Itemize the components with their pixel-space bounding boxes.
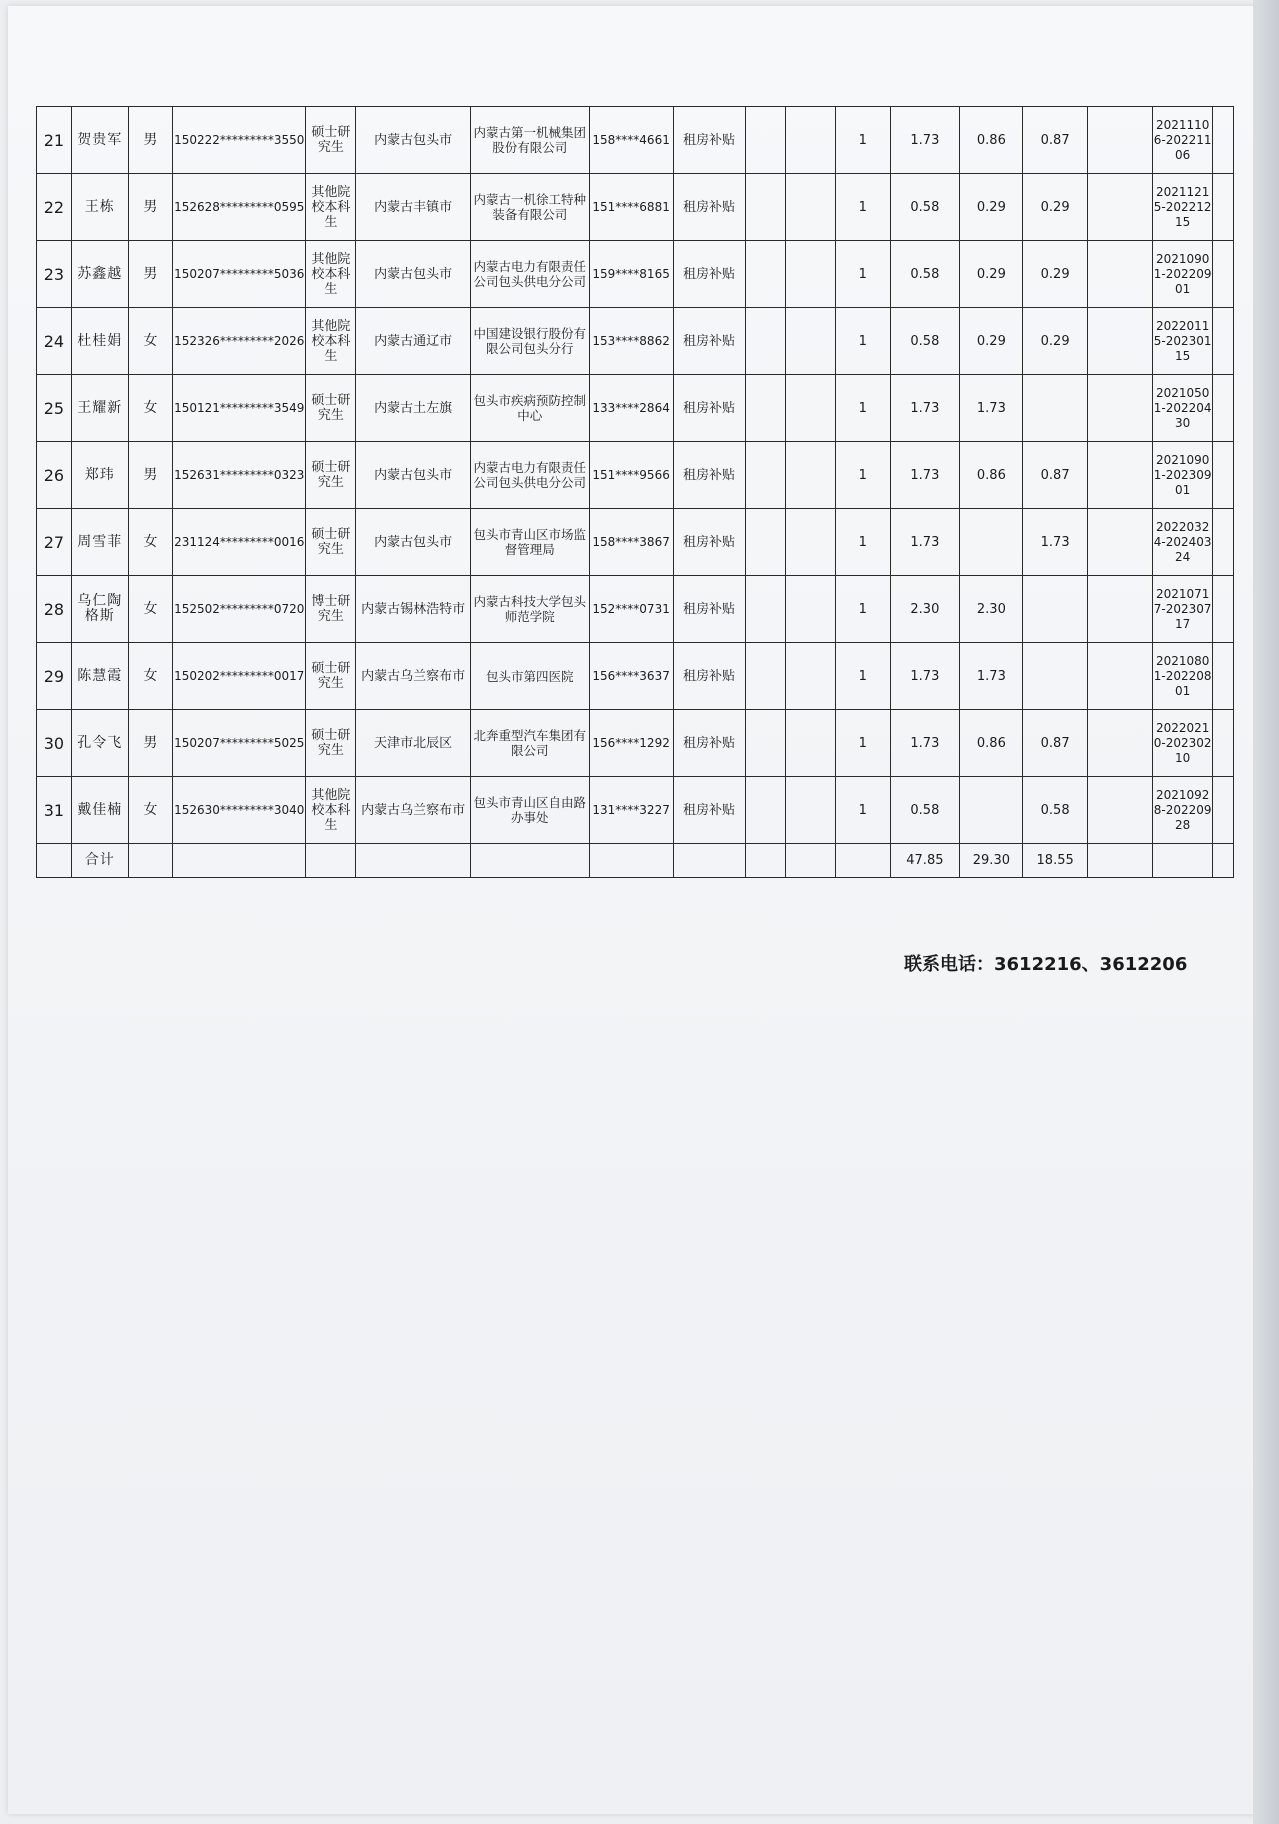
empty-cell [1087,777,1152,844]
empty-cell [1213,241,1234,308]
empty-cell [785,777,835,844]
table-row [37,107,1234,174]
total-amount-cell: 1.73 [890,442,960,509]
empty-cell [356,844,470,878]
period-cell: 20210901-20220901 [1153,241,1213,308]
empty-cell [1087,107,1152,174]
education-cell: 硕士研究生 [306,442,356,509]
table-row [37,174,1234,241]
empty-cell [1087,710,1152,777]
phone-cell: 151****6881 [589,174,673,241]
total-amount-cell: 0.58 [890,241,960,308]
seq-cell: 21 [37,107,72,174]
empty-cell [785,174,835,241]
empty-cell [1087,509,1152,576]
education-cell: 博士研究生 [306,576,356,643]
period-cell: 20220210-20230210 [1153,710,1213,777]
empty-cell [745,844,785,878]
employer-cell: 内蒙古电力有限责任公司包头供电分公司 [470,442,589,509]
employer-cell: 包头市第四医院 [470,643,589,710]
binder-edge [1253,0,1279,1824]
empty-cell [1213,174,1234,241]
origin-cell: 内蒙古包头市 [356,107,470,174]
name-cell: 杜桂娟 [71,308,128,375]
empty-cell [1087,844,1152,878]
name-cell: 王栋 [71,174,128,241]
count-cell: 1 [836,107,891,174]
empty-cell [785,509,835,576]
period-cell: 20210501-20220430 [1153,375,1213,442]
empty-cell [1087,308,1152,375]
table-row [37,576,1234,643]
phone-cell: 156****1292 [589,710,673,777]
employer-cell: 中国建设银行股份有限公司包头分行 [470,308,589,375]
education-cell: 其他院校本科生 [306,308,356,375]
empty-cell [1087,174,1152,241]
table-row [37,509,1234,576]
amount-a-cell [960,777,1023,844]
origin-cell: 内蒙古乌兰察布市 [356,777,470,844]
amount-b-sum-cell: 18.55 [1023,844,1087,878]
empty-cell [745,777,785,844]
count-cell: 1 [836,375,891,442]
empty-cell [745,308,785,375]
id-number-cell: 150202*********0017 [173,643,306,710]
id-number-cell: 152630*********3040 [173,777,306,844]
seq-cell: 22 [37,174,72,241]
empty-cell [128,844,173,878]
count-cell: 1 [836,509,891,576]
scanned-page [8,6,1266,1814]
name-cell: 孔令飞 [71,710,128,777]
employer-cell: 内蒙古电力有限责任公司包头供电分公司 [470,241,589,308]
origin-cell: 内蒙古丰镇市 [356,174,470,241]
employer-cell: 内蒙古科技大学包头师范学院 [470,576,589,643]
empty-cell [1213,442,1234,509]
gender-cell: 女 [128,777,173,844]
empty-cell [745,107,785,174]
empty-cell [1213,643,1234,710]
empty-cell [37,844,72,878]
gender-cell: 女 [128,643,173,710]
id-number-cell: 231124*********0016 [173,509,306,576]
amount-a-sum-cell: 29.30 [960,844,1023,878]
empty-cell [785,710,835,777]
id-number-cell: 150207*********5025 [173,710,306,777]
subsidy-roster-table [36,106,1234,878]
employer-cell: 内蒙古一机徐工特种装备有限公司 [470,174,589,241]
amount-b-cell: 0.87 [1023,710,1087,777]
count-cell: 1 [836,710,891,777]
empty-cell [589,844,673,878]
empty-cell [1213,509,1234,576]
origin-cell: 内蒙古乌兰察布市 [356,643,470,710]
empty-cell [785,576,835,643]
amount-b-cell: 0.29 [1023,241,1087,308]
table-row [37,777,1234,844]
gender-cell: 男 [128,174,173,241]
seq-cell: 28 [37,576,72,643]
phone-cell: 158****3867 [589,509,673,576]
count-cell: 1 [836,576,891,643]
origin-cell: 内蒙古通辽市 [356,308,470,375]
seq-cell: 23 [37,241,72,308]
subsidy-type-cell: 租房补贴 [673,375,745,442]
empty-cell [785,375,835,442]
amount-b-cell [1023,643,1087,710]
name-cell: 贺贵军 [71,107,128,174]
amount-b-cell: 0.29 [1023,174,1087,241]
empty-cell [1087,241,1152,308]
empty-cell [1213,844,1234,878]
empty-cell [745,710,785,777]
id-number-cell: 150222*********3550 [173,107,306,174]
education-cell: 硕士研究生 [306,375,356,442]
total-amount-cell: 1.73 [890,375,960,442]
subsidy-type-cell: 租房补贴 [673,777,745,844]
empty-cell [470,844,589,878]
empty-cell [745,509,785,576]
origin-cell: 内蒙古包头市 [356,509,470,576]
count-cell: 1 [836,643,891,710]
amount-b-cell: 1.73 [1023,509,1087,576]
phone-cell: 153****8862 [589,308,673,375]
table-row [37,308,1234,375]
total-amount-cell: 0.58 [890,777,960,844]
gender-cell: 女 [128,375,173,442]
education-cell: 硕士研究生 [306,107,356,174]
period-cell: 20220115-20230115 [1153,308,1213,375]
education-cell: 其他院校本科生 [306,241,356,308]
seq-cell: 26 [37,442,72,509]
subsidy-type-cell: 租房补贴 [673,576,745,643]
name-cell: 郑玮 [71,442,128,509]
phone-cell: 133****2864 [589,375,673,442]
employer-cell: 包头市青山区自由路办事处 [470,777,589,844]
empty-cell [785,107,835,174]
count-cell: 1 [836,308,891,375]
gender-cell: 男 [128,710,173,777]
subsidy-type-cell: 租房补贴 [673,643,745,710]
seq-cell: 31 [37,777,72,844]
gender-cell: 男 [128,442,173,509]
empty-cell [745,442,785,509]
seq-cell: 29 [37,643,72,710]
subsidy-type-cell: 租房补贴 [673,442,745,509]
empty-cell [745,375,785,442]
empty-cell [1213,710,1234,777]
phone-cell: 156****3637 [589,643,673,710]
total-amount-cell: 2.30 [890,576,960,643]
empty-cell [1213,107,1234,174]
empty-cell [745,576,785,643]
amount-b-cell: 0.87 [1023,107,1087,174]
amount-a-cell: 0.29 [960,241,1023,308]
empty-cell [1087,442,1152,509]
empty-cell [785,241,835,308]
empty-cell [173,844,306,878]
table-row [37,241,1234,308]
period-cell: 20210901-20230901 [1153,442,1213,509]
gender-cell: 男 [128,241,173,308]
count-cell: 1 [836,442,891,509]
empty-cell [1153,844,1213,878]
empty-cell [785,308,835,375]
period-cell: 20210928-20220928 [1153,777,1213,844]
employer-cell: 北奔重型汽车集团有限公司 [470,710,589,777]
subsidy-type-cell: 租房补贴 [673,509,745,576]
origin-cell: 内蒙古锡林浩特市 [356,576,470,643]
table-row [37,710,1234,777]
total-label-cell: 合计 [71,844,128,878]
subsidy-type-cell: 租房补贴 [673,710,745,777]
amount-a-cell: 0.86 [960,107,1023,174]
subsidy-type-cell: 租房补贴 [673,241,745,308]
empty-cell [1213,777,1234,844]
amount-b-cell: 0.58 [1023,777,1087,844]
count-cell: 1 [836,777,891,844]
period-cell: 20210801-20220801 [1153,643,1213,710]
name-cell: 周雪菲 [71,509,128,576]
empty-cell [745,174,785,241]
education-cell: 硕士研究生 [306,710,356,777]
seq-cell: 24 [37,308,72,375]
empty-cell [1213,308,1234,375]
total-amount-cell: 1.73 [890,509,960,576]
subsidy-type-cell: 租房补贴 [673,308,745,375]
phone-cell: 151****9566 [589,442,673,509]
count-cell: 1 [836,174,891,241]
table-row [37,442,1234,509]
empty-cell [1087,576,1152,643]
empty-cell [745,643,785,710]
empty-cell [745,241,785,308]
education-cell: 硕士研究生 [306,643,356,710]
id-number-cell: 152326*********2026 [173,308,306,375]
empty-cell [673,844,745,878]
employer-cell: 包头市疾病预防控制中心 [470,375,589,442]
empty-cell [785,844,835,878]
education-cell: 其他院校本科生 [306,174,356,241]
total-amount-sum-cell: 47.85 [890,844,960,878]
id-number-cell: 150207*********5036 [173,241,306,308]
id-number-cell: 152631*********0323 [173,442,306,509]
name-cell: 陈慧霞 [71,643,128,710]
id-number-cell: 152502*********0720 [173,576,306,643]
origin-cell: 天津市北辰区 [356,710,470,777]
phone-cell: 158****4661 [589,107,673,174]
total-amount-cell: 1.73 [890,710,960,777]
name-cell: 王耀新 [71,375,128,442]
subsidy-type-cell: 租房补贴 [673,107,745,174]
empty-cell [836,844,891,878]
gender-cell: 男 [128,107,173,174]
amount-b-cell: 0.29 [1023,308,1087,375]
empty-cell [306,844,356,878]
education-cell: 硕士研究生 [306,509,356,576]
amount-a-cell: 0.86 [960,442,1023,509]
total-amount-cell: 0.58 [890,174,960,241]
amount-b-cell [1023,576,1087,643]
empty-cell [1087,643,1152,710]
name-cell: 戴佳楠 [71,777,128,844]
phone-cell: 152****0731 [589,576,673,643]
empty-cell [785,442,835,509]
amount-a-cell: 0.86 [960,710,1023,777]
gender-cell: 女 [128,509,173,576]
origin-cell: 内蒙古包头市 [356,241,470,308]
table-row [37,375,1234,442]
count-cell: 1 [836,241,891,308]
origin-cell: 内蒙古土左旗 [356,375,470,442]
period-cell: 20211215-20221215 [1153,174,1213,241]
amount-a-cell: 1.73 [960,375,1023,442]
employer-cell: 包头市青山区市场监督管理局 [470,509,589,576]
subsidy-type-cell: 租房补贴 [673,174,745,241]
total-amount-cell: 0.58 [890,308,960,375]
id-number-cell: 150121*********3549 [173,375,306,442]
amount-a-cell: 2.30 [960,576,1023,643]
empty-cell [785,643,835,710]
period-cell: 20210717-20230717 [1153,576,1213,643]
origin-cell: 内蒙古包头市 [356,442,470,509]
contact-phone: 联系电话：3612216、3612206 [904,954,1188,975]
total-row [37,844,1234,878]
seq-cell: 27 [37,509,72,576]
education-cell: 其他院校本科生 [306,777,356,844]
name-cell: 苏鑫越 [71,241,128,308]
employer-cell: 内蒙古第一机械集团股份有限公司 [470,107,589,174]
gender-cell: 女 [128,308,173,375]
empty-cell [1213,375,1234,442]
total-amount-cell: 1.73 [890,643,960,710]
gender-cell: 女 [128,576,173,643]
phone-cell: 131****3227 [589,777,673,844]
period-cell: 20220324-20240324 [1153,509,1213,576]
table-row [37,643,1234,710]
id-number-cell: 152628*********0595 [173,174,306,241]
phone-cell: 159****8165 [589,241,673,308]
seq-cell: 30 [37,710,72,777]
period-cell: 20211106-20221106 [1153,107,1213,174]
empty-cell [1213,576,1234,643]
amount-a-cell: 0.29 [960,174,1023,241]
seq-cell: 25 [37,375,72,442]
amount-a-cell: 1.73 [960,643,1023,710]
amount-a-cell [960,509,1023,576]
empty-cell [1087,375,1152,442]
amount-b-cell [1023,375,1087,442]
table-body [37,107,1234,878]
total-amount-cell: 1.73 [890,107,960,174]
name-cell: 乌仁陶格斯 [71,576,128,643]
amount-b-cell: 0.87 [1023,442,1087,509]
amount-a-cell: 0.29 [960,308,1023,375]
